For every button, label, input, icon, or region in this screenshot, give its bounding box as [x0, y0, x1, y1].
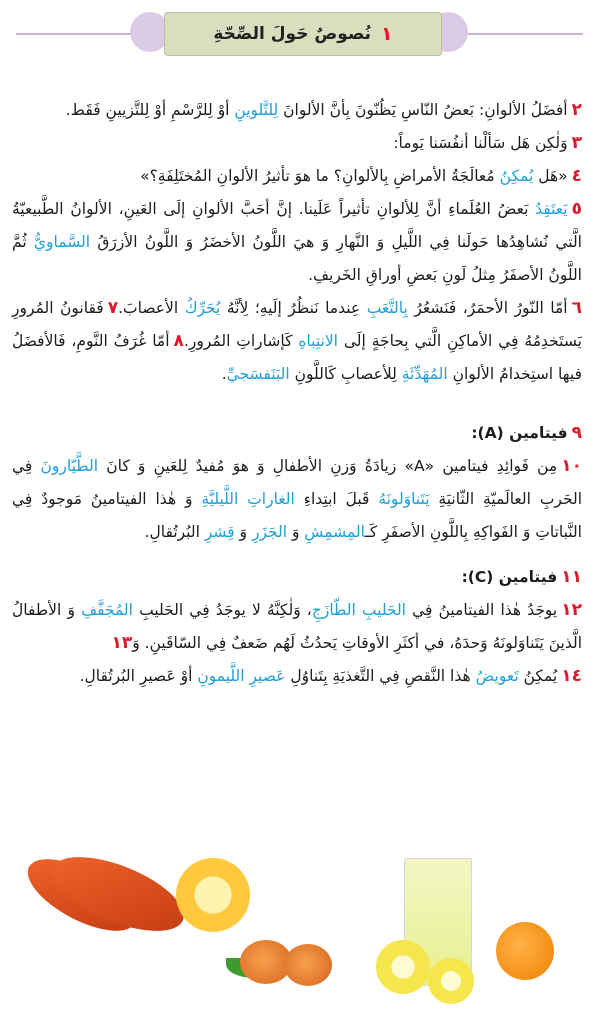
- text-run: قَبلَ ابتِداءِ: [294, 490, 379, 508]
- sentence-number: ٦: [571, 298, 582, 318]
- text-run: لِلأعصابِ كَاللَّونِ: [289, 365, 402, 383]
- paragraph: [12, 193, 582, 292]
- vocab-word: عَصيرِ اللَّيمونِ: [197, 667, 286, 685]
- header-rule-left: [16, 33, 134, 35]
- text-run: ، وَلٰكِنَّهُ لا يوجَدُ فِي الحَليبِ: [132, 601, 312, 619]
- text-run: وَ هٰذا الفيتامينُ مَوجودٌ فِي النَّباتاتِ وَ الفَواكِهِ بِاللَّونِ الأصفَرِ كَـ: [12, 490, 582, 541]
- text-run: .: [221, 365, 227, 383]
- sentence-number: ١٢: [561, 600, 583, 620]
- text-run: وَلٰكِن هَل سَألْنا أنفُسَنا يَوماً:: [393, 134, 568, 152]
- text-run: الأعصابَ.: [118, 299, 185, 317]
- paragraph: [12, 94, 582, 127]
- text-run: فَقانونُ المُرورِ يَستَخدِمُهُ فِي الأماكِنِ الَّتي بِحاجَةٍ إلَى: [12, 299, 582, 350]
- text-run: البُرتُقالِ.: [144, 523, 205, 541]
- paragraph: [12, 127, 582, 160]
- paragraph: [12, 660, 582, 693]
- section-heading: [12, 417, 582, 450]
- sentence-number: ١١: [561, 567, 582, 587]
- vocab-word: المُجَفَّفِ: [81, 601, 133, 619]
- sentence-number: ٢: [571, 100, 582, 120]
- sentence-number: ٨: [173, 331, 184, 351]
- vocab-word: لِلتَّلوينِ: [234, 101, 279, 119]
- paragraph: [12, 292, 582, 391]
- text-run: فيتامين (A):: [471, 424, 568, 442]
- vocab-word: المِشمِشِ: [304, 523, 366, 541]
- paragraph: [12, 594, 582, 660]
- text-run: ثُمَّ اللَّونُ الأصفَرُ مِثلُ لَونِ بَعضِ أوراقِ الخَريفِ.: [12, 233, 582, 284]
- vocab-word: بِالتَّعَبِ: [366, 299, 408, 317]
- text-run: مُعالَجَةُ الأمراضِ بِالألوانِ؟ ما هوَ تأثيرُ الألوانِ المُختَلِفَةِ؟»: [140, 167, 500, 185]
- text-run: مِن فَوائِدِ فيتامين «A» زيادَةُ وَزنِ الأطفالِ وَ هوَ مُفيدٌ لِلعَينِ وَ كانَ: [98, 457, 558, 475]
- text-run: وَ: [287, 523, 305, 541]
- vocab-word: يُحَرِّكُ: [184, 299, 221, 317]
- vocab-word: البَنَفسَجيِّ: [226, 365, 290, 383]
- sentence-number: ١٠: [561, 456, 583, 476]
- lesson-body: [12, 94, 582, 693]
- lemon-slice-image-2: [428, 958, 474, 1004]
- sentence-number: ٧: [107, 298, 119, 318]
- sentence-number: ٤: [571, 166, 582, 186]
- vocab-word: الانتِباهِ: [298, 332, 338, 350]
- section-heading: [12, 561, 582, 594]
- orange-half-image: [176, 858, 250, 932]
- lemon-slice-image: [376, 940, 430, 994]
- vocab-word: الجَزَرِ: [251, 523, 288, 541]
- text-run: فِي الحَربِ العالَميّةِ الثّانيَةِ: [12, 457, 582, 508]
- text-run: كَإشاراتِ المُرورِ.: [183, 332, 299, 350]
- sentence-number: ٥: [571, 199, 582, 219]
- title-number: ١: [381, 23, 393, 45]
- vocab-word: قِشرِ: [204, 523, 235, 541]
- fruit-illustrations: [0, 840, 597, 1017]
- vocab-word: الطَّيّارونَ: [40, 457, 99, 475]
- sentence-number: ٩: [571, 423, 582, 443]
- text-run: وَ: [234, 523, 252, 541]
- paragraph: [12, 450, 582, 549]
- text-run: وَ الأطفالُ الَّذينَ يَتَناوَلونَهُ وَحدَهُ، في أكثَرِ الأوقاتِ يَحدُثُ لَهُم ضَعفٌ فِي السّاقَينِ. وَ: [12, 601, 582, 652]
- vocab-word: تَعويضُ: [475, 667, 519, 685]
- vocab-word: يَعتَقِدُ: [535, 200, 568, 218]
- text-run: عِندما نَنظُرُ إلَيهِ؛ لِأنَّهُ: [220, 299, 367, 317]
- paragraph: [12, 160, 582, 193]
- text-run: أفضَلُ الألوانِ: بَعضُ النّاسِ يَظُنّونَ بِأنَّ الألوانَ: [278, 101, 568, 119]
- text-run: أوْ عَصيرِ البُرتُقالِ.: [79, 667, 198, 685]
- text-run: «هَل: [533, 167, 568, 185]
- text-run: يوجَدُ هٰذا الفيتامينُ فِي: [405, 601, 558, 619]
- text-run: أمّا النّورُ الأحمَرُ، فَنَشعُرُ: [407, 299, 568, 317]
- sentence-number: ٣: [571, 133, 582, 153]
- sentence-number: ١٣: [111, 633, 133, 653]
- title-text: نُصوصٌ حَولَ الصِّحّةِ: [213, 24, 372, 44]
- orange-image: [496, 922, 554, 980]
- vocab-word: السَّماويُّ: [33, 233, 91, 251]
- vocab-word: الحَليبِ الطّازَجِ: [311, 601, 406, 619]
- text-run: هٰذا النَّقصِ فِي التَّغذيَةِ بِتَناوُلِ: [285, 667, 476, 685]
- vocab-word: المُهَدِّئَةِ: [401, 365, 448, 383]
- vocab-word: الغاراتِ اللَّيليَّةِ: [201, 490, 295, 508]
- text-run: أوْ لِلرَّسْمِ أوْ لِلتَّزيينِ فَقَط.: [65, 101, 235, 119]
- header-rule-right: [468, 33, 583, 35]
- vocab-word: يُمكِنُ: [499, 167, 534, 185]
- text-run: فيتامين (C):: [461, 568, 558, 586]
- text-run: بَعضُ العُلَماءِ أنَّ لِلألوانِ تأثيراً عَلَينا. إنَّ أحَبَّ الألوانِ إلَى العَينِ، الألوانُ الطَّبيعيّةُ الَّتي نُشاهِدُها حَولَنا فِي اللَّيلِ وَ النَّهارِ وَ هيَ اللَّونُ الأخضَرُ وَ اللَّونُ الأزرَقُ: [12, 200, 582, 251]
- text-run: يُمكِنُ: [518, 667, 558, 685]
- apricot-image-2: [284, 944, 332, 986]
- text-run: أمّا غُرَفُ النَّومِ، فَالأفضَلُ فيها استِخدامُ الألوانِ: [12, 332, 582, 383]
- lesson-title: [164, 12, 442, 56]
- vocab-word: يَتَناوَلونَهُ: [378, 490, 430, 508]
- sentence-number: ١٤: [561, 666, 582, 686]
